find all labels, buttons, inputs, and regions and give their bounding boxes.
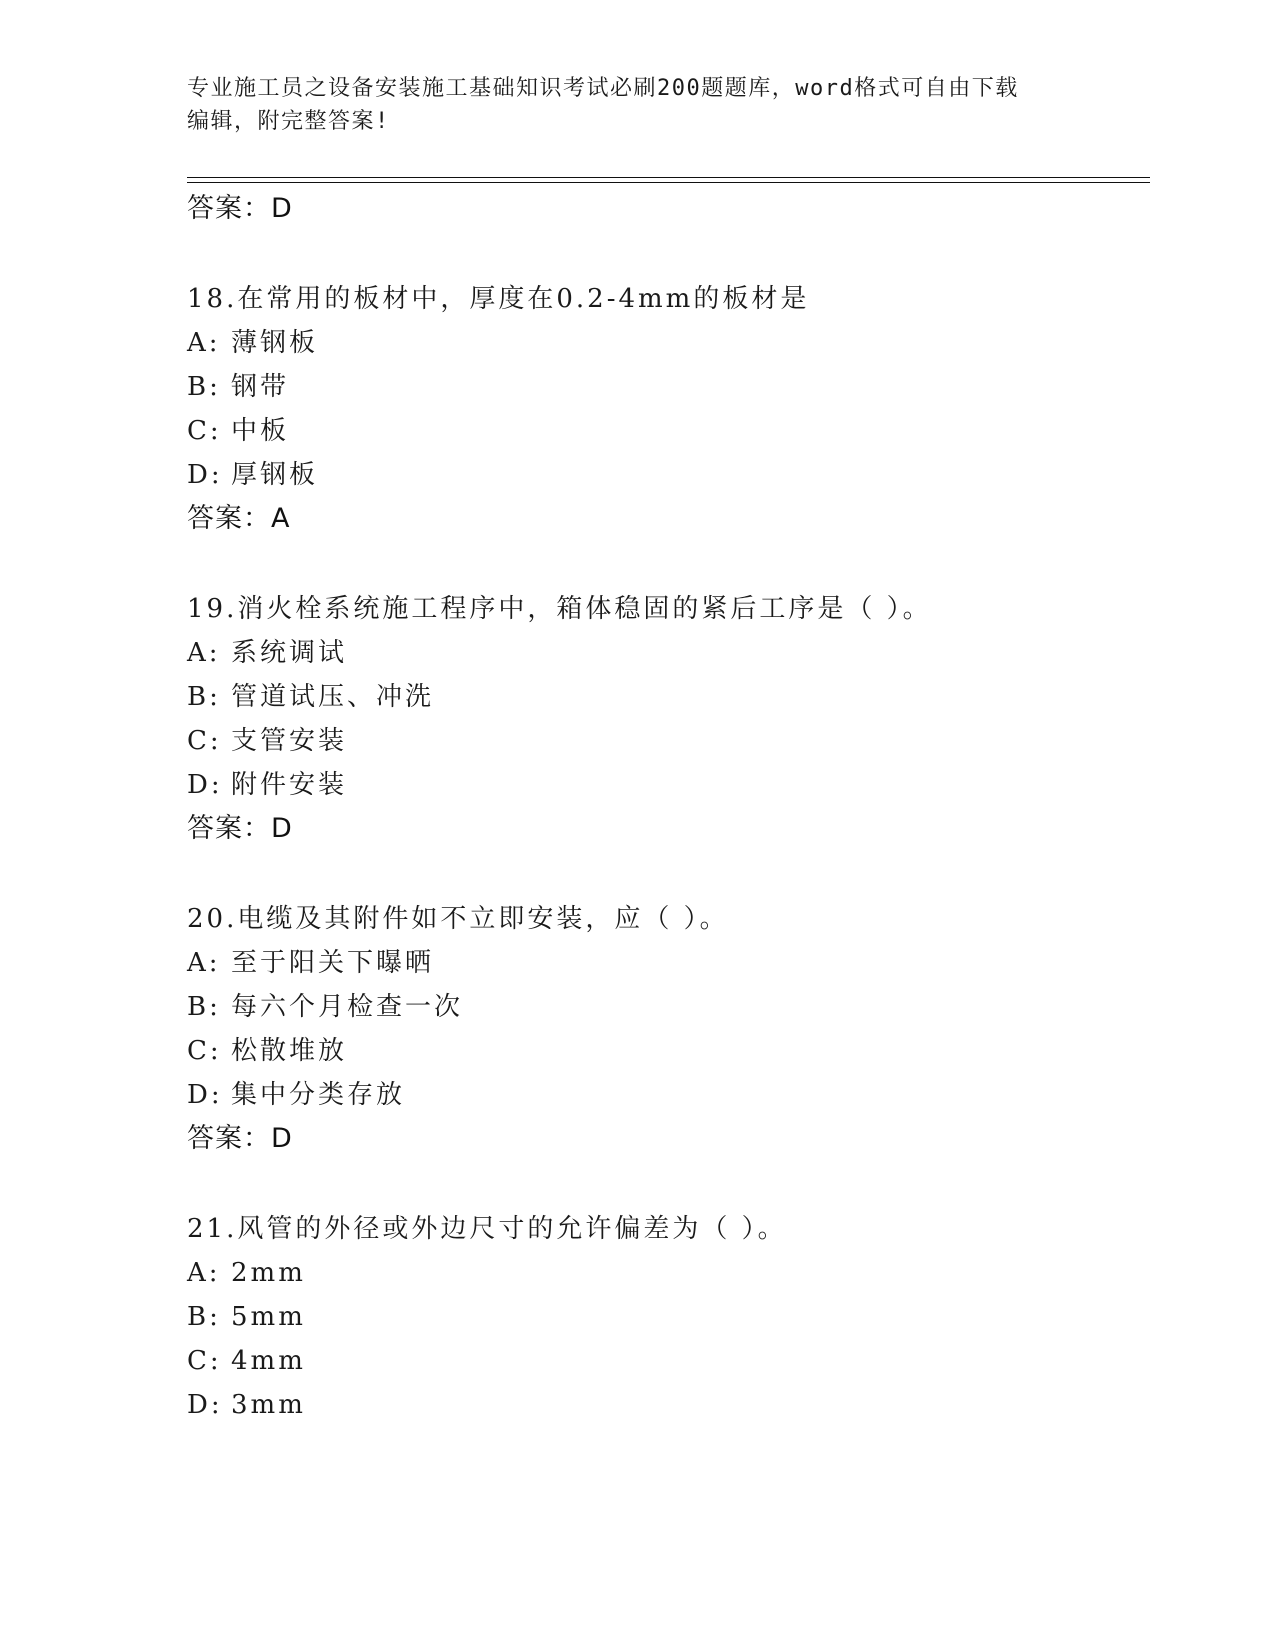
option-d [187,458,318,492]
option-d [187,1078,405,1112]
option-text: 至于阳关下曝晒 [231,948,435,978]
option-text: 松散堆放 [231,1036,348,1066]
option-d [187,768,347,802]
option-key: A: [187,948,221,978]
option-text: 3mm [231,1390,306,1420]
option-a [187,636,347,670]
option-c [187,1034,347,1068]
option-text: 管道试压、冲洗 [231,682,435,712]
answer-line: 答案：D [187,1123,293,1154]
option-a [187,1256,306,1290]
option-key: C: [187,1036,222,1066]
option-key: B: [187,992,221,1022]
answer-line: 答案：D [187,193,293,224]
option-key: D: [187,460,223,490]
option-key: B: [187,372,221,402]
option-key: C: [187,416,222,446]
option-a [187,326,318,360]
option-key: A: [187,638,221,668]
option-text: 支管安装 [231,726,348,756]
question-stem: 20.电缆及其附件如不立即安装，应（ ）。 [187,904,729,934]
option-b [187,680,434,714]
question-stem: 21.风管的外径或外边尺寸的允许偏差为（ ）。 [187,1214,787,1244]
option-text: 附件安装 [231,770,348,800]
option-text: 4mm [231,1346,306,1376]
option-a [187,946,434,980]
option-key: A: [187,1258,221,1288]
document-header [187,72,1067,138]
option-text: 厚钢板 [231,460,319,490]
question-stem: 19.消火栓系统施工程序中，箱体稳固的紧后工序是（ ）。 [187,594,932,624]
option-d [187,1388,306,1422]
option-c [187,414,289,448]
question-stem: 18.在常用的板材中，厚度在0.2-4mm的板材是 [187,284,810,314]
header-line-1: 专业施工员之设备安装施工基础知识考试必刷200题题库，word格式可自由下载 [187,76,1019,101]
option-key: C: [187,1346,222,1376]
option-key: A: [187,328,221,358]
option-c [187,724,347,758]
option-key: B: [187,1302,221,1332]
option-text: 5mm [231,1302,306,1332]
option-text: 2mm [231,1258,306,1288]
option-text: 钢带 [231,372,290,402]
option-text: 集中分类存放 [231,1080,406,1110]
header-divider-top [187,177,1150,178]
option-key: B: [187,682,221,712]
option-text: 系统调试 [231,638,348,668]
option-key: C: [187,726,222,756]
option-text: 每六个月检查一次 [231,992,464,1022]
answer-line: 答案：D [187,813,293,844]
option-b [187,370,289,404]
answer-line: 答案：A [187,503,291,534]
option-c [187,1344,306,1378]
header-line-2: 编辑，附完整答案! [187,109,390,134]
option-text: 中板 [231,416,290,446]
option-b [187,1300,306,1334]
option-key: D: [187,1080,223,1110]
option-key: D: [187,1390,223,1420]
header-divider-bottom [187,182,1150,183]
option-key: D: [187,770,223,800]
option-text: 薄钢板 [231,328,319,358]
option-b [187,990,463,1024]
